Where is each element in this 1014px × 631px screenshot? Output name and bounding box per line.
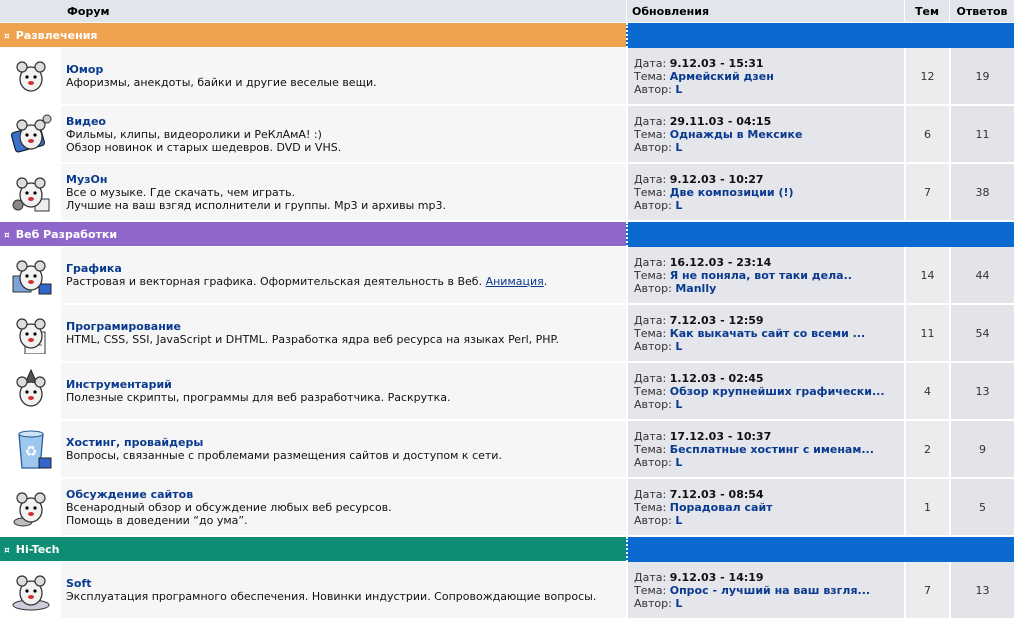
last-update xyxy=(626,479,904,537)
topic-label: Тема: xyxy=(634,69,667,83)
forum-row xyxy=(0,247,1014,305)
author-label: Автор: xyxy=(634,198,672,212)
last-update xyxy=(626,562,904,620)
topics-count: 14 xyxy=(904,247,949,305)
answers-count: 5 xyxy=(949,479,1014,537)
forum-icon-cell xyxy=(0,48,61,106)
cd-mascot-icon xyxy=(9,601,53,614)
answers-count: 54 xyxy=(949,305,1014,363)
svg-text:♻: ♻ xyxy=(24,443,37,460)
author-label: Автор: xyxy=(634,397,672,411)
forum-desc-block xyxy=(66,333,626,346)
topic-link[interactable]: Я не поняла, вот таки дела.. xyxy=(669,268,852,282)
answers-count: 9 xyxy=(949,421,1014,479)
forum-desc-block xyxy=(66,275,626,288)
discussion-mascot-icon xyxy=(9,518,53,531)
forum-info xyxy=(61,479,626,537)
bullet-icon: ¤ xyxy=(4,230,10,241)
date-label: Дата: xyxy=(634,172,667,186)
topics-count: 2 xyxy=(904,421,949,479)
author-link[interactable]: L xyxy=(675,455,683,469)
category-header-spacer xyxy=(626,23,1014,48)
forum-description: HTML, CSS, SSI, JavaScript и DHTML. Разработка ядра веб ресурса на языках Perl, PHP. xyxy=(66,333,559,346)
forum-description: Всенародный обзор и обсуждение любых веб ресурсов. xyxy=(66,500,392,514)
author-link[interactable]: L xyxy=(675,82,683,96)
update-date: 7.12.03 - 08:54 xyxy=(669,487,764,501)
forum-info xyxy=(61,305,626,363)
date-label: Дата: xyxy=(634,114,667,128)
topic-link[interactable]: Армейский дзен xyxy=(669,69,774,83)
author-link[interactable]: L xyxy=(675,596,683,610)
category-header[interactable] xyxy=(0,23,626,48)
topic-label: Тема: xyxy=(634,384,667,398)
tv-mascot-icon xyxy=(9,145,53,158)
date-label: Дата: xyxy=(634,429,667,443)
forum-icon-cell xyxy=(0,164,61,222)
forum-desc-block xyxy=(66,76,626,89)
update-date: 16.12.03 - 23:14 xyxy=(669,255,772,269)
update-date: 29.11.03 - 04:15 xyxy=(669,114,772,128)
topic-link[interactable]: Две композиции (!) xyxy=(669,185,794,199)
description-end: . xyxy=(543,275,548,288)
forum-name-link[interactable]: Юмор xyxy=(66,63,104,76)
forum-info xyxy=(61,421,626,479)
update-date: 9.12.03 - 15:31 xyxy=(669,56,764,70)
forum-desc-block xyxy=(66,590,626,603)
forum-description: Афоризмы, анекдоты, байки и другие веселые вещи. xyxy=(66,76,377,89)
forum-description-line2: Лучшие на ваш взгяд исполнители и группы. Mp3 и архивы mp3. xyxy=(66,198,446,212)
forum-name-link[interactable]: Хостинг, провайдеры xyxy=(66,436,204,449)
author-label: Автор: xyxy=(634,513,672,527)
answers-count: 44 xyxy=(949,247,1014,305)
last-update xyxy=(626,247,904,305)
forum-row xyxy=(0,305,1014,363)
last-update xyxy=(626,363,904,421)
author-link[interactable]: Manlly xyxy=(675,281,717,295)
topic-label: Тема: xyxy=(634,442,667,456)
forum-description: Вопросы, связанные с проблемами размещения сайтов и доступом к сети. xyxy=(66,449,502,462)
author-link[interactable]: L xyxy=(675,397,683,411)
author-link[interactable]: L xyxy=(675,198,683,212)
forum-desc-block xyxy=(66,128,626,154)
forum-description: Эксплуатация програмного обеспечения. Новинки индустрии. Сопровождающие вопросы. xyxy=(66,590,597,603)
topics-count: 1 xyxy=(904,479,949,537)
topic-link[interactable]: Однажды в Мексике xyxy=(669,127,803,141)
forum-icon-cell xyxy=(0,247,61,305)
update-date: 17.12.03 - 10:37 xyxy=(669,429,772,443)
category-row xyxy=(0,537,1014,562)
answers-count: 38 xyxy=(949,164,1014,222)
author-label: Автор: xyxy=(634,140,672,154)
forum-name-link[interactable]: МузОн xyxy=(66,172,108,186)
answers-count: 19 xyxy=(949,48,1014,106)
author-link[interactable]: L xyxy=(675,339,683,353)
update-date: 1.12.03 - 02:45 xyxy=(669,371,764,385)
header-topics: Тем xyxy=(904,0,949,23)
mouse-mascot-icon xyxy=(9,87,53,100)
forum-row xyxy=(0,479,1014,537)
forum-icon-cell xyxy=(0,305,61,363)
topic-label: Тема: xyxy=(634,127,667,141)
topic-label: Тема: xyxy=(634,500,667,514)
forum-info xyxy=(61,562,626,620)
answers-count: 11 xyxy=(949,106,1014,164)
category-title: Развлечения xyxy=(15,28,98,42)
forum-row xyxy=(0,48,1014,106)
author-label: Автор: xyxy=(634,596,672,610)
forum-info xyxy=(61,247,626,305)
topic-label: Тема: xyxy=(634,268,667,282)
forum-row xyxy=(0,363,1014,421)
category-header-spacer xyxy=(626,537,1014,562)
category-title: Веб Разработки xyxy=(15,227,118,241)
programming-mascot-icon xyxy=(9,344,53,357)
category-header[interactable] xyxy=(0,537,626,562)
forum-icon-cell xyxy=(0,562,61,620)
date-label: Дата: xyxy=(634,570,667,584)
topic-link[interactable]: Обзор крупнейших графически... xyxy=(669,384,885,398)
music-mascot-icon xyxy=(9,203,53,216)
tools-mascot-icon xyxy=(9,402,53,415)
date-label: Дата: xyxy=(634,487,667,501)
graphics-mascot-icon xyxy=(9,286,53,299)
bullet-icon: ¤ xyxy=(4,545,10,556)
category-header-spacer xyxy=(626,222,1014,247)
topics-count: 7 xyxy=(904,562,949,620)
forum-row xyxy=(0,164,1014,222)
topics-count: 11 xyxy=(904,305,949,363)
forum-info xyxy=(61,106,626,164)
header-forum: Форум xyxy=(61,0,626,23)
update-date: 9.12.03 - 14:19 xyxy=(669,570,764,584)
author-link[interactable]: L xyxy=(675,140,683,154)
topics-count: 6 xyxy=(904,106,949,164)
forum-name-link[interactable]: Обсуждение сайтов xyxy=(66,487,194,501)
topic-link[interactable]: Опрос - лучший на ваш взгля... xyxy=(669,583,871,597)
answers-count: 13 xyxy=(949,363,1014,421)
forum-row xyxy=(0,106,1014,164)
last-update xyxy=(626,421,904,479)
forum-name-link[interactable]: Програмирование xyxy=(66,320,181,333)
date-label: Дата: xyxy=(634,255,667,269)
forum-name-link[interactable]: Инструментарий xyxy=(66,378,172,391)
forum-name-link[interactable]: Soft xyxy=(66,577,92,590)
topic-label: Тема: xyxy=(634,185,667,199)
topics-count: 4 xyxy=(904,363,949,421)
forum-description: Все о музыке. Где скачать, чем играть. xyxy=(66,185,296,199)
category-title: Hi-Tech xyxy=(15,542,60,556)
forum-description: Растровая и векторная графика. Оформительская деятельность в Веб. xyxy=(66,275,483,288)
forum-icon-cell xyxy=(0,363,61,421)
forum-desc-block xyxy=(66,501,626,527)
forum-name-link[interactable]: Видео xyxy=(66,114,106,128)
author-label: Автор: xyxy=(634,82,672,96)
last-update xyxy=(626,106,904,164)
forum-info xyxy=(61,164,626,222)
forum-row xyxy=(0,421,1014,479)
topic-label: Тема: xyxy=(634,326,667,340)
header-answers: Ответов xyxy=(949,0,1014,23)
topics-count: 7 xyxy=(904,164,949,222)
bullet-icon: ¤ xyxy=(4,31,10,42)
forum-description: Полезные скрипты, программы для веб разработчика. Раскрутка. xyxy=(66,391,451,404)
forum-icon-cell xyxy=(0,421,61,479)
forum-description-line2: Помощь в доведении “до ума”. xyxy=(66,513,248,527)
author-link[interactable]: L xyxy=(675,513,683,527)
category-header[interactable] xyxy=(0,222,626,247)
forum-icon-cell xyxy=(0,106,61,164)
forum-desc-block xyxy=(66,186,626,212)
topic-link[interactable]: Бесплатные хостинг с именам... xyxy=(669,442,874,456)
forum-desc-block xyxy=(66,391,626,404)
forum-row xyxy=(0,562,1014,620)
category-row xyxy=(0,222,1014,247)
update-date: 9.12.03 - 10:27 xyxy=(669,172,764,186)
author-label: Автор: xyxy=(634,281,672,295)
last-update xyxy=(626,164,904,222)
author-label: Автор: xyxy=(634,339,672,353)
last-update xyxy=(626,305,904,363)
topic-link[interactable]: Порадовал сайт xyxy=(669,500,773,514)
forum-icon-cell xyxy=(0,479,61,537)
author-label: Автор: xyxy=(634,455,672,469)
header-updates: Обновления xyxy=(626,0,904,23)
date-label: Дата: xyxy=(634,371,667,385)
forum-desc-block xyxy=(66,449,626,462)
forum-info xyxy=(61,48,626,106)
topic-label: Тема: xyxy=(634,583,667,597)
topic-link[interactable]: Как выкачать сайт со всеми ... xyxy=(669,326,866,340)
category-row xyxy=(0,23,1014,48)
header-icon-col xyxy=(0,0,61,23)
forum-info xyxy=(61,363,626,421)
date-label: Дата: xyxy=(634,313,667,327)
forum-description-line2: Обзор новинок и старых шедевров. DVD и VHS. xyxy=(66,140,342,154)
last-update xyxy=(626,48,904,106)
topics-count: 12 xyxy=(904,48,949,106)
table-header xyxy=(0,0,1014,23)
date-label: Дата: xyxy=(634,56,667,70)
answers-count: 13 xyxy=(949,562,1014,620)
subforum-link[interactable]: Анимация xyxy=(485,275,544,288)
forum-name-link[interactable]: Графика xyxy=(66,262,122,275)
forum-description: Фильмы, клипы, видеоролики и РеКлАмА! :) xyxy=(66,127,322,141)
recycle-bin-icon xyxy=(9,443,53,473)
update-date: 7.12.03 - 12:59 xyxy=(669,313,764,327)
